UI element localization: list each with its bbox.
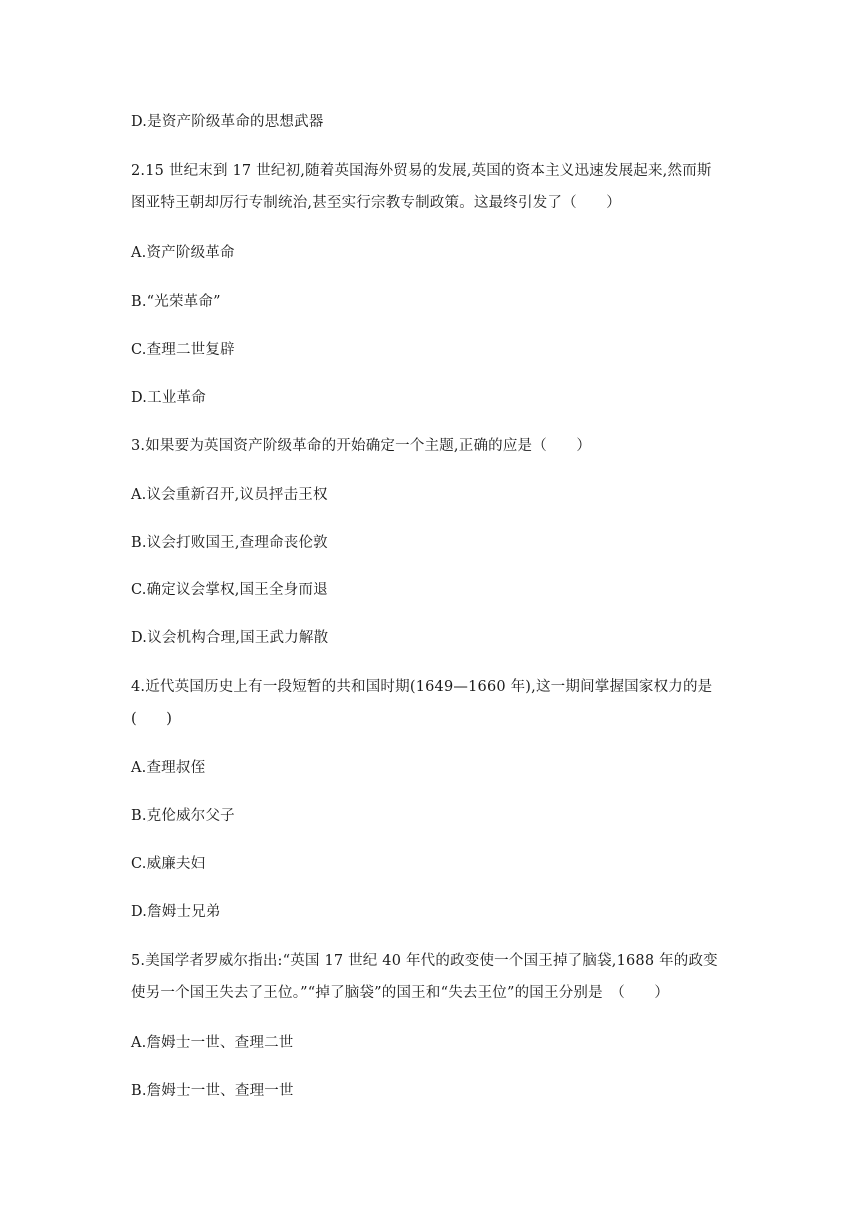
q1-option-d: D.是资产阶级革命的思想武器 bbox=[131, 114, 324, 130]
q2-option-c: C.查理二世复辟 bbox=[131, 342, 235, 358]
q3-option-a: A.议会重新召开,议员抨击王权 bbox=[131, 487, 328, 503]
q5-stem-line-1: 5.美国学者罗威尔指出:“英国 17 世纪 40 年代的政变使一个国王掉了脑袋,1688 年的政变 bbox=[131, 953, 718, 969]
q3-option-d: D.议会机构合理,国王武力解散 bbox=[131, 630, 329, 646]
q4-option-b: B.克伦威尔父子 bbox=[131, 808, 235, 824]
q4-option-c: C.威廉夫妇 bbox=[131, 856, 206, 872]
q2-stem-line-1: 2.15 世纪末到 17 世纪初,随着英国海外贸易的发展,英国的资本主义迅速发展起来,然而斯 bbox=[131, 163, 712, 179]
q3-option-c: C.确定议会掌权,国王全身而退 bbox=[131, 582, 328, 598]
q5-option-b: B.詹姆士一世、查理一世 bbox=[131, 1083, 294, 1099]
q5-option-a: A.詹姆士一世、查理二世 bbox=[131, 1035, 294, 1051]
q4-stem-line-2: ( ) bbox=[131, 711, 173, 727]
q4-option-d: D.詹姆士兄弟 bbox=[131, 904, 221, 920]
q4-stem-line-1: 4.近代英国历史上有一段短暂的共和国时期(1649—1660 年),这一期间掌握国家权力的是 bbox=[131, 679, 713, 695]
q2-option-a: A.资产阶级革命 bbox=[131, 245, 235, 261]
q4-option-a: A.查理叔侄 bbox=[131, 760, 206, 776]
q2-option-b: B.“光荣革命” bbox=[131, 294, 221, 310]
q3-stem: 3.如果要为英国资产阶级革命的开始确定一个主题,正确的应是（ ） bbox=[131, 438, 592, 454]
q2-stem-line-2: 图亚特王朝却厉行专制统治,甚至实行宗教专制政策。这最终引发了（ ） bbox=[131, 195, 621, 211]
q3-option-b: B.议会打败国王,查理命丧伦敦 bbox=[131, 535, 328, 551]
q2-option-d: D.工业革命 bbox=[131, 390, 206, 406]
q5-stem-line-2: 使另一个国王失去了王位。”“掉了脑袋”的国王和“失去王位”的国王分别是 （ ） bbox=[131, 985, 670, 1001]
